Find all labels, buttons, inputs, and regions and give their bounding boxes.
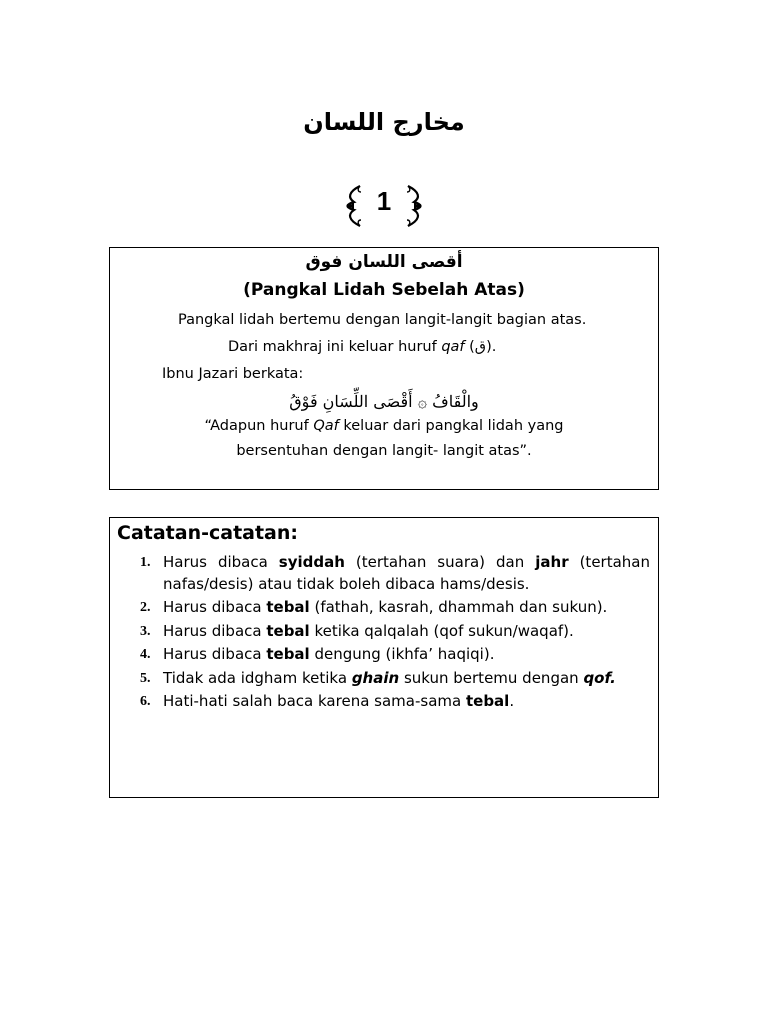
text-part: Dari makhraj ini keluar huruf	[228, 339, 442, 355]
text-part: Tidak ada idgham ketika	[163, 668, 352, 687]
notes-heading: Catatan-catatan:	[117, 522, 299, 544]
list-item-number: 6.	[140, 694, 151, 709]
text-part: .	[509, 692, 515, 710]
makhraj-box	[109, 247, 659, 490]
text-part: ketika qalqalah (qof sukun/waqaf).	[309, 621, 574, 640]
text-part: (tertahan suara) dan	[344, 553, 536, 571]
emphasized-term: qof.	[583, 668, 616, 687]
list-item-number: 5.	[140, 670, 151, 686]
emphasized-term: ghain	[351, 668, 400, 687]
text-part: (ق).	[464, 339, 497, 355]
list-item	[110, 644, 658, 666]
attribution-line: Ibnu Jazari berkata:	[162, 366, 304, 382]
emphasized-term: tebal	[465, 692, 510, 710]
notes-box	[109, 517, 659, 798]
list-item-number: 4.	[140, 647, 151, 662]
emphasized-term: tebal	[266, 598, 310, 616]
makhraj-letter-line	[228, 339, 496, 355]
text-part: (tertahan nafas/desis) atau tidak boleh dibaca hams/desis.	[163, 553, 650, 593]
emphasized-term: syiddah	[278, 553, 345, 571]
text-part: Harus dibaca	[163, 645, 267, 663]
list-item-number: 3.	[140, 623, 151, 639]
text-part: Harus dibaca	[163, 553, 279, 571]
list-item	[110, 552, 658, 595]
text-part: “Adapun huruf	[204, 418, 314, 434]
text-part: sukun bertemu dengan	[399, 668, 584, 687]
emphasized-term: tebal	[266, 645, 310, 663]
list-item-number: 1.	[140, 555, 151, 570]
description-line: Pangkal lidah bertemu dengan langit-langit bagian atas.	[178, 312, 587, 328]
arabic-heading: أقصى اللسان فوق	[305, 252, 463, 272]
list-item-number: 2.	[140, 600, 151, 615]
section-ornament	[340, 182, 428, 230]
list-item	[110, 597, 658, 619]
notes-list	[110, 552, 658, 715]
letter-name: Qaf	[313, 418, 339, 434]
text-part: Harus dibaca	[163, 621, 267, 640]
quote-line: bersentuhan dengan langit- langit atas”.	[236, 443, 532, 459]
text-part: keluar dari pangkal lidah yang	[338, 418, 564, 434]
emphasized-term: tebal	[266, 621, 310, 640]
quote-line	[110, 418, 658, 434]
latin-heading: (Pangkal Lidah Sebelah Atas)	[243, 280, 525, 300]
section-number: 1	[376, 186, 392, 216]
text-part: Harus dibaca	[163, 598, 267, 616]
list-item	[110, 691, 658, 713]
arabic-verse: والْقَافُ ۞ أَقْصَى اللِّسَانِ فَوْقُ	[289, 392, 479, 411]
text-part: (fathah, kasrah, dhammah dan sukun).	[309, 598, 608, 616]
list-item	[110, 668, 658, 690]
emphasized-term: jahr	[535, 553, 569, 571]
list-item	[110, 621, 658, 643]
text-part: dengung (ikhfa’ haqiqi).	[309, 645, 495, 663]
page-title: مخارج اللسان	[303, 108, 465, 136]
letter-name: qaf	[441, 339, 465, 355]
text-part: Hati-hati salah baca karena sama-sama	[163, 692, 466, 710]
